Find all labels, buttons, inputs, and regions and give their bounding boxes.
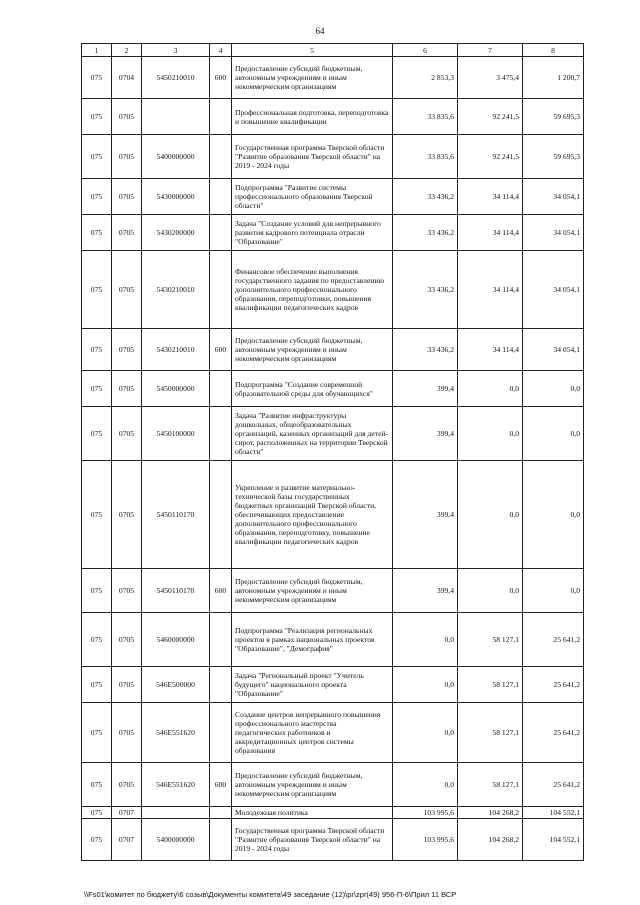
dept-code-cell: 075 [82, 667, 112, 703]
section-code-cell: 0705 [112, 569, 142, 613]
expense-type-cell [210, 251, 232, 329]
section-code-cell: 0705 [112, 179, 142, 215]
amount-col7-cell: 58 127,1 [458, 667, 523, 703]
amount-col6-cell: 0,0 [393, 763, 458, 807]
dept-code-cell: 075 [82, 57, 112, 99]
expense-type-cell [210, 179, 232, 215]
expense-type-cell [210, 99, 232, 135]
header-cell-1: 1 [82, 44, 112, 57]
header-cell-8: 8 [523, 44, 584, 57]
section-code-cell: 0705 [112, 99, 142, 135]
amount-col6-cell: 2 853,3 [393, 57, 458, 99]
amount-col8-cell: 34 054,1 [523, 251, 584, 329]
item-name-cell: Государственная программа Тверской области "Развитие образования Тверской области" на 2019 - 2024 годы [232, 819, 393, 861]
dept-code-cell: 075 [82, 215, 112, 251]
section-code-cell: 0707 [112, 807, 142, 819]
amount-col7-cell: 0,0 [458, 371, 523, 407]
dept-code-cell: 075 [82, 819, 112, 861]
section-code-cell: 0705 [112, 251, 142, 329]
target-code-cell: 5460000000 [142, 613, 210, 667]
item-name-cell: Подпрограмма "Создание современной образовательной среды для обучающихся" [232, 371, 393, 407]
dept-code-cell: 075 [82, 329, 112, 371]
expense-type-cell [210, 703, 232, 763]
expense-type-cell [210, 371, 232, 407]
dept-code-cell: 075 [82, 569, 112, 613]
expense-type-cell: 600 [210, 57, 232, 99]
expense-type-cell [210, 613, 232, 667]
target-code-cell: 546E500000 [142, 667, 210, 703]
dept-code-cell: 075 [82, 407, 112, 461]
section-code-cell: 0705 [112, 371, 142, 407]
target-code-cell: 546E551620 [142, 703, 210, 763]
amount-col8-cell: 0,0 [523, 407, 584, 461]
amount-col8-cell: 34 054,1 [523, 179, 584, 215]
amount-col8-cell: 25 641,2 [523, 613, 584, 667]
amount-col6-cell: 399,4 [393, 461, 458, 569]
item-name-cell: Предоставление субсидий бюджетным, автономным учреждениям и иным некоммерческим организациям [232, 329, 393, 371]
amount-col7-cell: 0,0 [458, 407, 523, 461]
dept-code-cell: 075 [82, 763, 112, 807]
table-row [82, 807, 584, 819]
section-code-cell: 0705 [112, 667, 142, 703]
expense-type-cell [210, 461, 232, 569]
header-cell-7: 7 [458, 44, 523, 57]
amount-col6-cell: 0,0 [393, 667, 458, 703]
section-code-cell: 0707 [112, 819, 142, 861]
amount-col8-cell: 59 695,3 [523, 99, 584, 135]
expense-type-cell [210, 819, 232, 861]
dept-code-cell: 075 [82, 613, 112, 667]
amount-col8-cell: 104 552,1 [523, 819, 584, 861]
header-cell-4: 4 [210, 44, 232, 57]
item-name-cell: Предоставление субсидий бюджетным, автономным учреждениям и иным некоммерческим организациям [232, 57, 393, 99]
amount-col6-cell: 33 835,6 [393, 135, 458, 179]
dept-code-cell: 075 [82, 461, 112, 569]
expense-type-cell [210, 667, 232, 703]
dept-code-cell: 075 [82, 135, 112, 179]
item-name-cell: Профессиональная подготовка, переподготовка и повышение квалификации [232, 99, 393, 135]
amount-col6-cell: 103 995,6 [393, 819, 458, 861]
amount-col6-cell: 33 436,2 [393, 251, 458, 329]
target-code-cell: 5450210010 [142, 57, 210, 99]
expense-type-cell [210, 407, 232, 461]
section-code-cell: 0705 [112, 329, 142, 371]
amount-col7-cell: 58 127,1 [458, 703, 523, 763]
target-code-cell: 5450110170 [142, 461, 210, 569]
dept-code-cell: 075 [82, 179, 112, 215]
target-code-cell: 5450000000 [142, 371, 210, 407]
item-name-cell: Задача "Региональный проект "Учитель будущего" национального проекта "Образование" [232, 667, 393, 703]
table-row [82, 57, 584, 99]
header-cell-5: 5 [232, 44, 393, 57]
budget-table [81, 43, 584, 861]
header-cell-2: 2 [112, 44, 142, 57]
footer-file-path: \\Fs01\комитет по бюджету\6 созыв\Документы комитета\49 заседание (12)\pr\zpr(49) 956-П-6\Прил 11 ВСР [84, 890, 457, 899]
amount-col8-cell: 0,0 [523, 461, 584, 569]
dept-code-cell: 075 [82, 251, 112, 329]
target-code-cell [142, 99, 210, 135]
table-row [82, 215, 584, 251]
amount-col7-cell: 34 114,4 [458, 179, 523, 215]
section-code-cell: 0704 [112, 57, 142, 99]
dept-code-cell: 075 [82, 703, 112, 763]
expense-type-cell: 600 [210, 329, 232, 371]
header-cell-6: 6 [393, 44, 458, 57]
amount-col6-cell: 33 436,2 [393, 215, 458, 251]
expense-type-cell: 600 [210, 763, 232, 807]
target-code-cell: 5400000000 [142, 819, 210, 861]
table-row [82, 613, 584, 667]
section-code-cell: 0705 [112, 703, 142, 763]
dept-code-cell: 075 [82, 807, 112, 819]
amount-col8-cell: 0,0 [523, 569, 584, 613]
amount-col6-cell: 0,0 [393, 613, 458, 667]
table-row [82, 819, 584, 861]
amount-col8-cell: 59 695,3 [523, 135, 584, 179]
section-code-cell: 0705 [112, 461, 142, 569]
target-code-cell: 5430210010 [142, 251, 210, 329]
amount-col6-cell: 399,4 [393, 371, 458, 407]
section-code-cell: 0705 [112, 613, 142, 667]
page-number: 64 [315, 26, 325, 36]
amount-col7-cell: 58 127,1 [458, 613, 523, 667]
section-code-cell: 0705 [112, 135, 142, 179]
amount-col6-cell: 399,4 [393, 407, 458, 461]
table-row [82, 667, 584, 703]
amount-col8-cell: 34 054,1 [523, 329, 584, 371]
header-row [82, 44, 584, 57]
amount-col6-cell: 103 995,6 [393, 807, 458, 819]
amount-col8-cell: 25 641,2 [523, 667, 584, 703]
item-name-cell: Финансовое обеспечение выполнения государственного задания по предоставлению дополнительного профессионального образования, переподготовки, повышения квалификации педагогических кадров [232, 251, 393, 329]
amount-col8-cell: 25 641,2 [523, 703, 584, 763]
amount-col7-cell: 34 114,4 [458, 251, 523, 329]
target-code-cell: 5450100000 [142, 407, 210, 461]
amount-col7-cell: 104 268,2 [458, 819, 523, 861]
amount-col7-cell: 0,0 [458, 461, 523, 569]
table-row [82, 135, 584, 179]
table-row [82, 99, 584, 135]
item-name-cell: Подпрограмма "Развитие системы профессионального образования Тверской области" [232, 179, 393, 215]
amount-col6-cell: 33 436,2 [393, 329, 458, 371]
dept-code-cell: 075 [82, 99, 112, 135]
table-row [82, 763, 584, 807]
amount-col7-cell: 92 241,5 [458, 135, 523, 179]
item-name-cell: Задача "Развитие инфраструктуры дошкольных, общеобразовательных организаций, казенных организаций для детей-сирот, расположенных на территории Тверской области" [232, 407, 393, 461]
item-name-cell: Укрепление и развитие материально-технической базы государственных бюджетных организаций Тверской области, обеспечивающих предоставление дополнительного профессионального образования, переподготовку, повышение квалификации педагогических кадров [232, 461, 393, 569]
table-row [82, 703, 584, 763]
section-code-cell: 0705 [112, 407, 142, 461]
target-code-cell: 5450110170 [142, 569, 210, 613]
table-body [82, 57, 584, 861]
target-code-cell: 5400000000 [142, 135, 210, 179]
amount-col6-cell: 0,0 [393, 703, 458, 763]
item-name-cell: Молодежная политика [232, 807, 393, 819]
target-code-cell: 546E551620 [142, 763, 210, 807]
table-row [82, 569, 584, 613]
expense-type-cell [210, 807, 232, 819]
expense-type-cell: 600 [210, 569, 232, 613]
expense-type-cell [210, 215, 232, 251]
header-cell-3: 3 [142, 44, 210, 57]
target-code-cell: 5430000000 [142, 179, 210, 215]
amount-col6-cell: 399,4 [393, 569, 458, 613]
table-row [82, 407, 584, 461]
table-row [82, 461, 584, 569]
section-code-cell: 0705 [112, 215, 142, 251]
item-name-cell: Предоставление субсидий бюджетным, автономным учреждениям и иным некоммерческим организациям [232, 569, 393, 613]
target-code-cell: 5430210010 [142, 329, 210, 371]
amount-col8-cell: 0,0 [523, 371, 584, 407]
expense-type-cell [210, 135, 232, 179]
item-name-cell: Подпрограмма "Реализация региональных проектов в рамках национальных проектов "Образование", "Демография" [232, 613, 393, 667]
amount-col8-cell: 1 200,7 [523, 57, 584, 99]
item-name-cell: Государственная программа Тверской области "Развитие образования Тверской области" на 2019 - 2024 годы [232, 135, 393, 179]
item-name-cell: Предоставление субсидий бюджетным, автономным учреждениям и иным некоммерческим организациям [232, 763, 393, 807]
amount-col7-cell: 0,0 [458, 569, 523, 613]
table-row [82, 329, 584, 371]
item-name-cell: Создание центров непрерывного повышения профессионального мастерства педагогических работников и аккредитационных центров системы образования [232, 703, 393, 763]
amount-col6-cell: 33 835,6 [393, 99, 458, 135]
item-name-cell: Задача "Создание условий для непрерывного развития кадрового потенциала отрасли "Образование" [232, 215, 393, 251]
amount-col7-cell: 34 114,4 [458, 215, 523, 251]
target-code-cell [142, 807, 210, 819]
amount-col6-cell: 33 436,2 [393, 179, 458, 215]
amount-col7-cell: 34 114,4 [458, 329, 523, 371]
amount-col7-cell: 3 475,4 [458, 57, 523, 99]
table-row [82, 179, 584, 215]
section-code-cell: 0705 [112, 763, 142, 807]
amount-col8-cell: 25 641,2 [523, 763, 584, 807]
amount-col8-cell: 104 552,1 [523, 807, 584, 819]
table-row [82, 371, 584, 407]
target-code-cell: 5430200000 [142, 215, 210, 251]
amount-col7-cell: 104 268,2 [458, 807, 523, 819]
amount-col7-cell: 58 127,1 [458, 763, 523, 807]
amount-col8-cell: 34 054,1 [523, 215, 584, 251]
dept-code-cell: 075 [82, 371, 112, 407]
amount-col7-cell: 92 241,5 [458, 99, 523, 135]
table-row [82, 251, 584, 329]
